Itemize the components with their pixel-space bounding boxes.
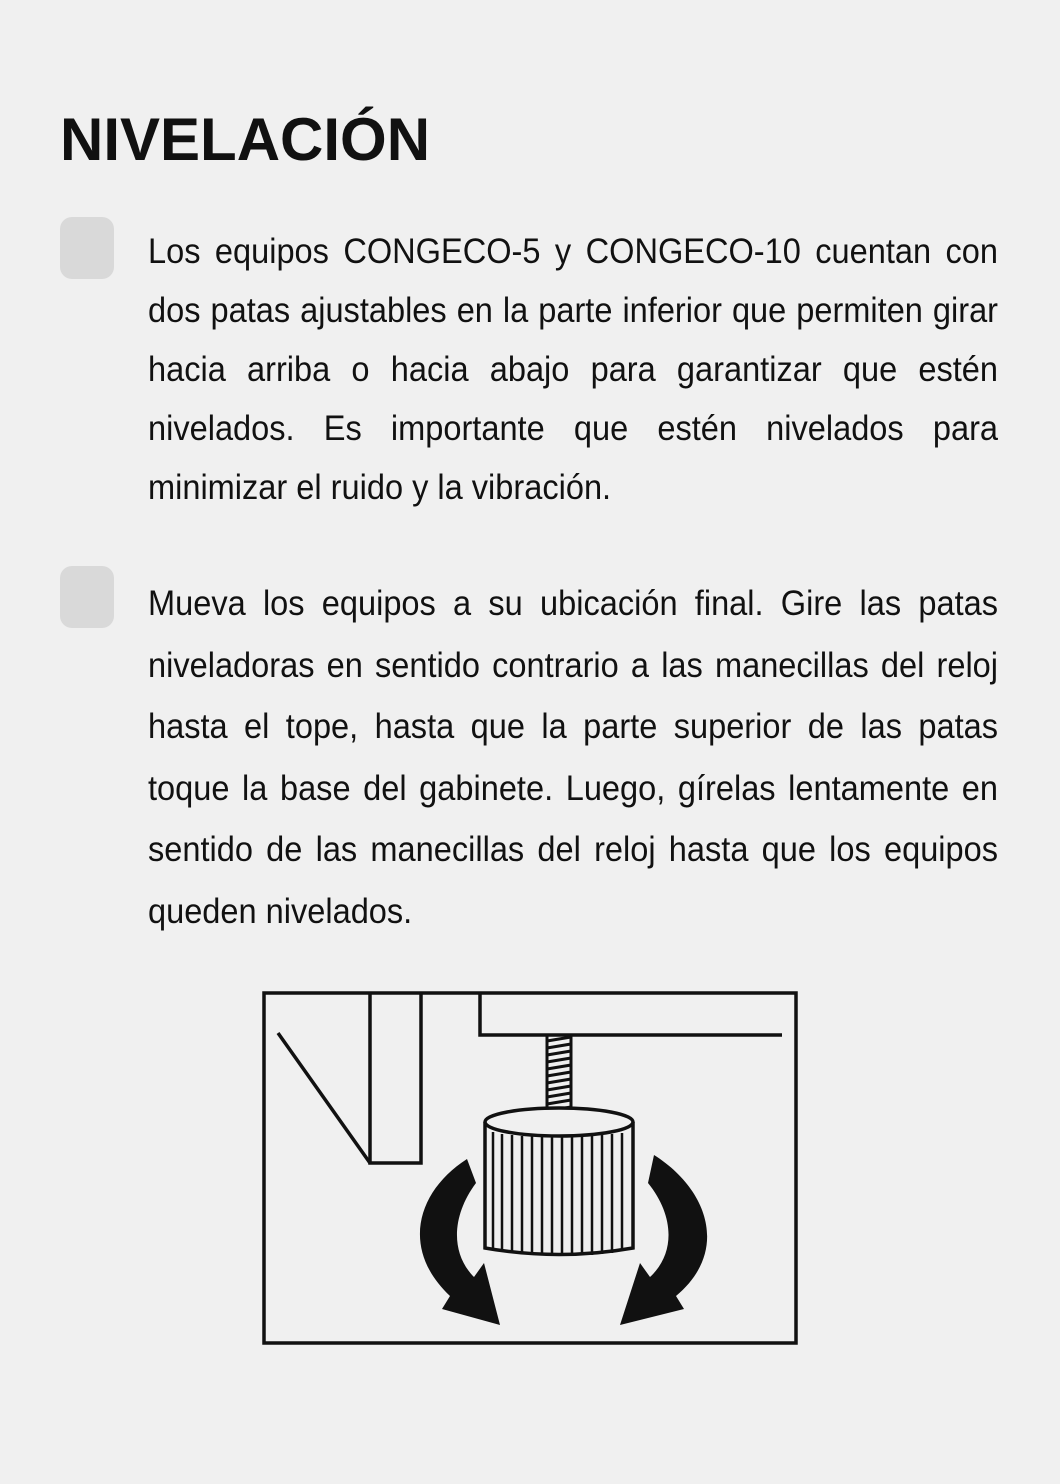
paragraph-leveling-instructions: Mueva los equipos a su ubicación final. Gire las patas niveladoras en sentido contrario a las manecillas del reloj hasta el tope, hasta que la parte superior de las patas toque la base del gabinete. Luego, gírelas lentamente en sentido de las manecillas del reloj hasta que los equipos queden nivelados. xyxy=(148,584,999,931)
leveling-foot-cylinder xyxy=(485,1108,633,1256)
cabinet-side-panel xyxy=(370,993,421,1163)
page-title: NIVELACIÓN xyxy=(60,106,431,173)
paragraph-leveling-intro: Los equipos CONGECO-5 y CONGECO-10 cuentan con dos patas ajustables en la parte inferior que permiten girar hacia arriba o hacia abajo para garantizar que estén nivelados. Es importante que estén nivelados para minimizar el ruido y la vibración. xyxy=(148,232,999,507)
bullet-marker-2 xyxy=(60,566,114,628)
cabinet-diagonal-brace xyxy=(278,1033,370,1163)
cabinet-base-plate xyxy=(480,993,782,1035)
bullet-marker-1 xyxy=(60,217,114,279)
leveling-foot-rotation-icon xyxy=(262,991,798,1345)
